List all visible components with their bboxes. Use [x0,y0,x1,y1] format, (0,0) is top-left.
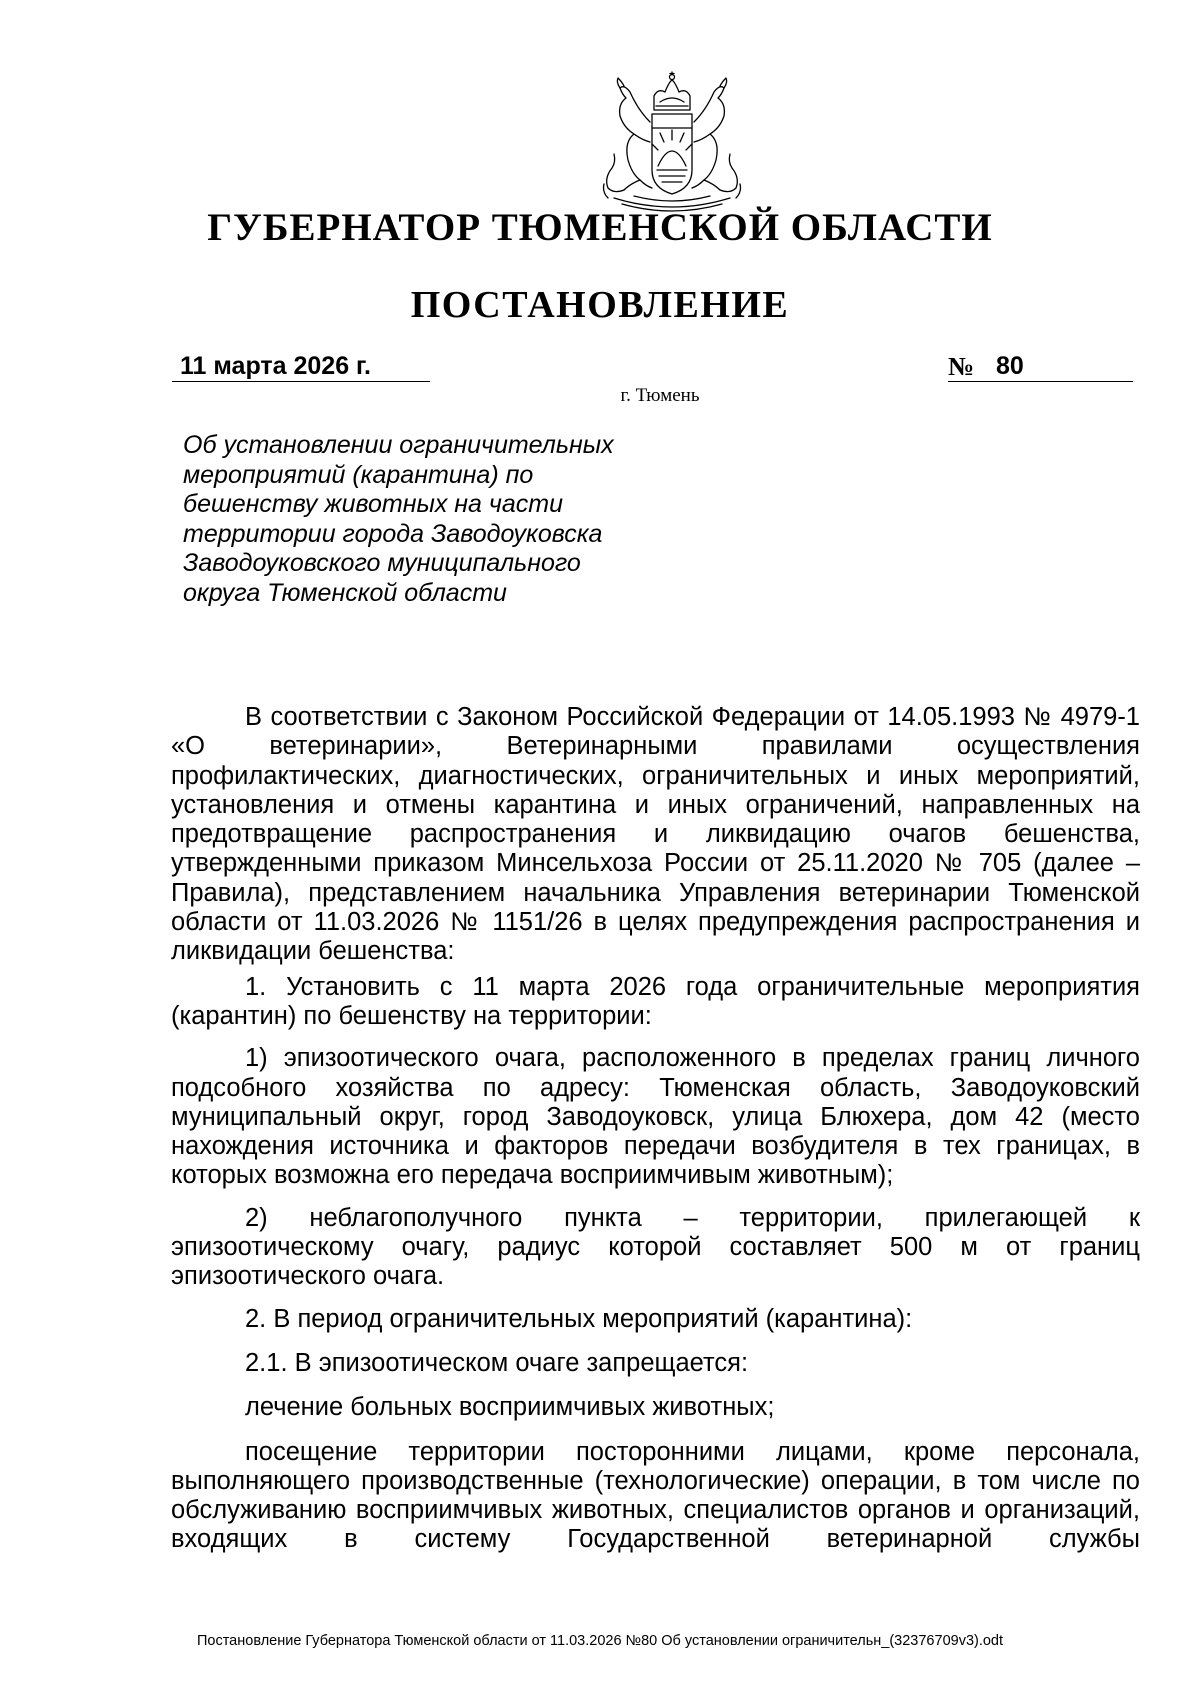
clause-1-item-1: 1) эпизоотического очага, расположенного в пределах границ личного подсобного хозяйства по адресу: Тюменская область, Заводоуковский муниципальный округ, город Заводоуковск, улица Блюхера, дом 42 (место нахождения источника и факторов передачи возбудителя в тех границах, в которых возможна его передача восприимчивым животным); [171,1044,1140,1190]
coat-of-arms-icon [594,70,750,216]
clause-1: 1. Установить с 11 марта 2026 года ограничительные мероприятия (карантин) по бешенству на территории: [171,972,1140,1030]
document-date: 11 марта 2026 г. [180,352,371,380]
subject-line: округа Тюменской области [183,578,507,607]
document-body [171,703,1140,1561]
footer-filename: Постановление Губернатора Тюменской области от 11.03.2026 №80 Об установлении ограничительн_(32376709v3).odt [196,1633,1004,1649]
clause-2-1-item-a: лечение больных восприимчивых животных; [245,1393,775,1422]
issue-city: г. Тюмень [620,385,700,406]
clause-1-item-2: 2) неблагополучного пункта – территории, прилегающей к эпизоотическому очагу, радиус которой составляет 500 м от границ эпизоотического очага. [171,1203,1140,1291]
subject-line: Об установлении ограничительных [183,431,614,459]
number-sign: № [948,352,975,381]
document-number: 80 [996,352,1024,380]
subject-line: территории города Заводоуковска [183,519,603,548]
clause-2-1: 2.1. В эпизоотическом очаге запрещается: [245,1348,749,1377]
document-type: ПОСТАНОВЛЕНИЕ [410,284,790,326]
clause-2-1-item-b: посещение территории посторонними лицами, кроме персонала, выполняющего производственные (технологические) операции, в том числе по обслуживанию восприимчивых животных, специалистов органов и организаций, входящих в систему Государственной ветеринарной службы [171,1437,1140,1554]
subject-line: бешенству животных на части [183,490,563,518]
subject-line: Заводоуковского муниципального [183,549,581,577]
document-number-field [948,352,1133,382]
subject-line: мероприятий (карантина) по [183,460,534,489]
document-date-field [172,352,430,382]
issuing-authority: ГУБЕРНАТОР ТЮМЕНСКОЙ ОБЛАСТИ [207,206,993,249]
clause-2: 2. В период ограничительных мероприятий (карантина): [245,1304,913,1333]
preamble-paragraph: В соответствии с Законом Российской Федерации от 14.05.1993 № 4979-1 «О ветеринарии», Ветеринарными правилами осуществления профилактических, диагностических, ограничительных и иных мероприятий, установления и отмены карантина и иных ограничений, направленных на предотвращение распространения и ликвидацию очагов бешенства, утвержденными приказом Минсельхоза России от 25.11.2020 № 705 (далее – Правила), представлением начальника Управления ветеринарии Тюменской области от 11.03.2026 № 1151/26 в целях предупреждения распространения и ликвидации бешенства: [171,703,1140,966]
document-subject [183,431,703,608]
